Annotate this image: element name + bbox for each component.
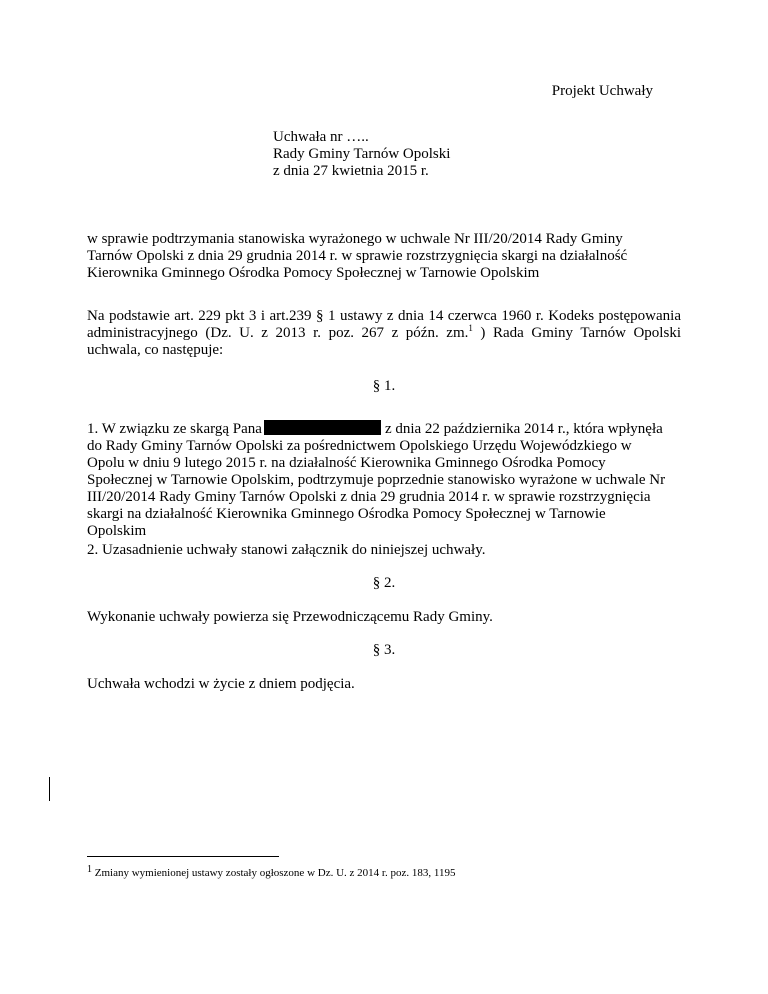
resolution-header [273, 129, 450, 180]
legal-basis [87, 308, 681, 359]
footnote-text: Zmiany wymienionej ustawy zostały ogłoszone w Dz. U. z 2014 r. poz. 183, 1195 [92, 867, 456, 879]
section-3-heading: § 3. [372, 642, 396, 658]
paragraph-text-cont: z dnia 22 października 2014 r., która wpłynęła do Rady Gminy Tarnów Opolski za pośrednictwem Opolskiego Urzędu Wojewódzkiego w Opolu w dniu 9 lutego 2015 r. na działalność Kierownika Gminnego Ośrodka Pomocy Społecznej w Tarnowie Opolskim, podtrzymuje poprzednie stanowisko wyrażone w uchwale Nr III/20/2014 Rady Gminy Tarnów Opolski z dnia 29 grudnia 2014 r. w sprawie rozstrzygnięcia skargi na działalność Kierownika Gminnego Ośrodka Pomocy Społecznej w Tarnowie Opolskim [87, 421, 666, 539]
section-1-paragraph-1 [87, 420, 667, 540]
section-3-paragraph: Uchwała wchodzi w życie z dniem podjęcia. [87, 676, 355, 692]
project-label: Projekt Uchwały [551, 83, 653, 99]
council-name: Rady Gminy Tarnów Opolski [273, 146, 451, 162]
legal-basis-text-end: ) Rada Gminy Tarnów Opolski uchwala, co następuje: [87, 325, 681, 358]
section-1-paragraph-2: 2. Uzasadnienie uchwały stanowi załącznik do niniejszej uchwały. [87, 542, 486, 558]
resolution-subject: w sprawie podtrzymania stanowiska wyrażonego w uchwale Nr III/20/2014 Rady Gminy Tarnów Opolski z dnia 29 grudnia 2014 r. w sprawie rozstrzygnięcia skargi na działalność Kierownika Gminnego Ośrodka Pomocy Społecznej w Tarnowie Opolskim [87, 231, 628, 281]
change-bar [49, 777, 50, 801]
paragraph-text: 1. W związku ze skargą Pana [87, 421, 262, 437]
resolution-date: z dnia 27 kwietnia 2015 r. [273, 163, 429, 179]
footnote-marker: 1 [87, 864, 92, 875]
redaction-block [264, 420, 381, 435]
resolution-number: Uchwała nr ….. [273, 129, 369, 145]
footnote-separator [87, 856, 279, 857]
section-1-heading: § 1. [372, 378, 396, 394]
footnote-reference: 1 [468, 323, 473, 333]
legal-basis-text: Na podstawie art. 229 pkt 3 i art.239 § 1 ustawy z dnia 14 czerwca 1960 r. Kodeks postępowania administracyjnego (Dz. U. z 2013 r. poz. 267 z późn. zm. [87, 308, 681, 341]
footnote [87, 864, 456, 880]
section-2-paragraph: Wykonanie uchwały powierza się Przewodniczącemu Rady Gminy. [87, 609, 493, 625]
section-2-heading: § 2. [372, 575, 396, 591]
